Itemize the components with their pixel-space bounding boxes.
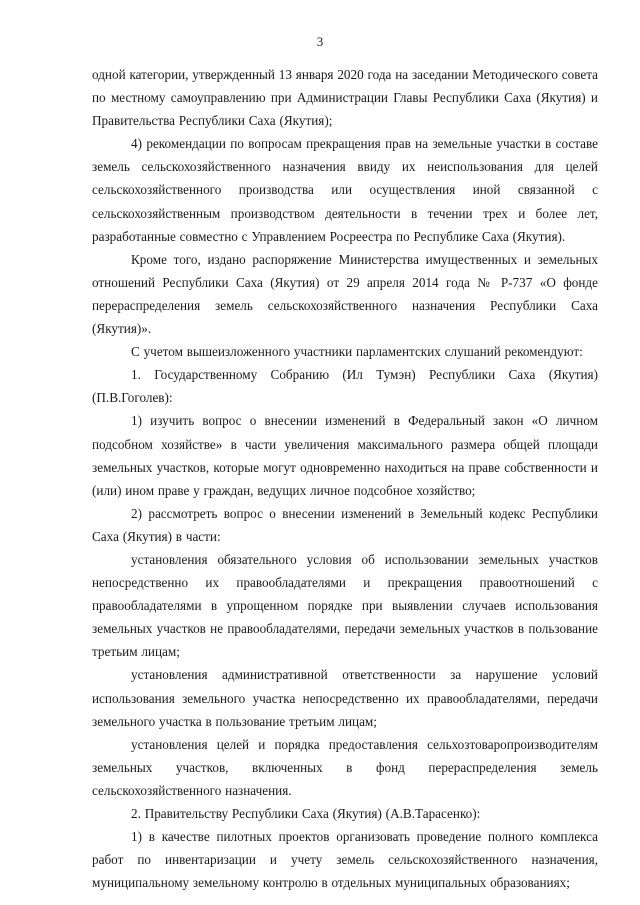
paragraph-item-1-1: 1) изучить вопрос о внесении изменений в Федеральный закон «О личном подсобном хозяйстве» в части увеличения максимального размера общей площади земельных участков, которые могут одновременно находиться на праве собственности и (или) ином праве у граждан, ведущих личное подсобное хозяйство;	[92, 413, 598, 498]
paragraph-item-2-1: 1) в качестве пилотных проектов организовать проведение полного комплекса работ по инвентаризации и учету земель сельскохозяйственного назначения, муниципальному земельному контролю в отдельных муниципальных образованиях;	[92, 829, 598, 891]
paragraph-item-1-state-assembly: 1. Государственному Собранию (Ил Тумэн) Республики Саха (Якутия) (П.В.Гоголев):	[92, 367, 598, 406]
paragraph-order-ministry: Кроме того, издано распоряжение Министерства имущественных и земельных отношений Республики Саха (Якутия) от 29 апреля 2014 года № Р-737 «О фонде перераспределения земель сельскохозяйственного назначения Республики Саха (Якутия)».	[92, 251, 598, 337]
paragraph-participants-recommend: С учетом вышеизложенного участники парламентских слушаний рекомендуют:	[131, 344, 583, 360]
paragraph-item-1-2: 2) рассмотреть вопрос о внесении изменений в Земельный кодекс Республики Саха (Якутия) в части:	[92, 505, 598, 544]
paragraph-recommendation-4: 4) рекомендации по вопросам прекращения прав на земельные участки в составе земель сельскохозяйственного назначения ввиду их неиспользования для целей сельскохозяйственного производства или осуществления иной связанной с сельскохозяйственным производством деятельности в течении трех и более лет, разработанные совместно с Управлением Росреестра по Республике Саха (Якутия).	[92, 136, 598, 244]
paragraph-item-1-2-c: установления целей и порядка предоставления сельхозтоваропроизводителям земельных участков, включенных в фонд перераспределения земель сельскохозяйственного назначения.	[92, 736, 598, 798]
paragraph-item-1-2-b: установления административной ответственности за нарушение условий использования земельного участка непосредственно их правообладателями, передачи земельного участка в пользование третьим лицам;	[92, 667, 598, 729]
paragraph-continuation: одной категории, утвержденный 13 января 2020 года на заседании Методического совета по местному самоуправлению при Администрации Главы Республики Саха (Якутия) и Правительства Республики Саха (Якутия);	[92, 67, 598, 129]
paragraph-item-1-2-a: установления обязательного условия об использовании земельных участков непосредственно их правообладателями и прекращения правоотношений с правообладателями в упрощенном порядке при выявлении случаев использования земельных участков не правообладателями, передачи земельных участков в пользование третьим лицам;	[92, 551, 598, 660]
document-body	[92, 63, 598, 894]
page-number: 3	[316, 34, 324, 49]
paragraph-item-2-government: 2. Правительству Республики Саха (Якутия) (А.В.Тарасенко):	[131, 806, 481, 821]
